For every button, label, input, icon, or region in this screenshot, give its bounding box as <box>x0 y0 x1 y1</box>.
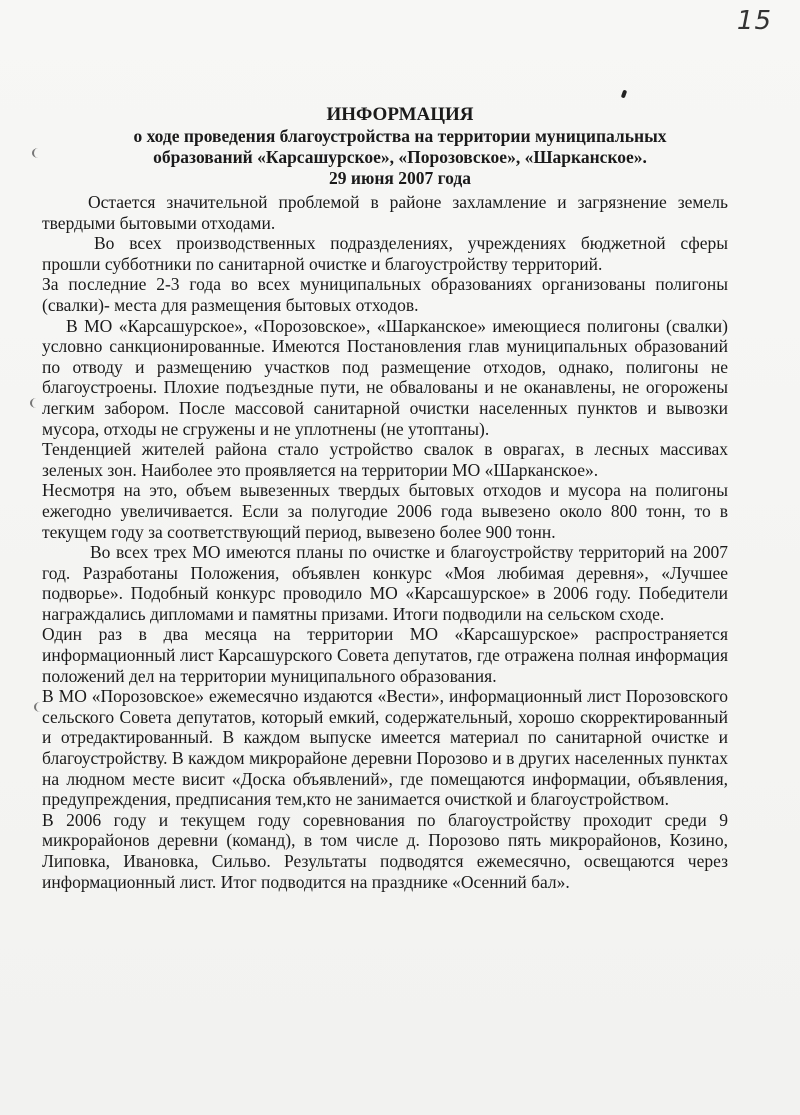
margin-mark <box>30 398 42 408</box>
subtitle-line-1: о ходе проведения благоустройства на территории муниципальных <box>133 126 667 146</box>
paragraph: За последние 2-3 года во всех муниципальных образованиях организованы полигоны (свалки)- места для размещения бытовых отходов. <box>42 274 728 315</box>
document-header <box>70 104 730 189</box>
document-body <box>42 192 728 892</box>
paragraph: В 2006 году и текущем году соревнования по благоустройству проходит среди 9 микрорайонов деревни (команд), в том числе д. Порозово пять микрорайонов, Козино, Липовка, Ивановка, Сильво. Результаты подводятся ежемесячно, освещаются через информационный лист. Итог подводится на празднике «Осенний бал». <box>42 809 728 892</box>
paragraph: Остается значительной проблемой в районе захламление и загрязнение земель твердыми бытовыми отходами. <box>42 192 728 233</box>
paragraph: Во всех производственных подразделениях, учреждениях бюджетной сферы прошли субботники по санитарной очистке и благоустройству территорий. <box>42 233 728 274</box>
paragraph: Тенденцией жителей района стало устройство свалок в оврагах, в лесных массивах зеленых зон. Наиболее это проявляется на территории МО «Шарканское». <box>42 439 728 480</box>
paragraph: В МО «Карсашурское», «Порозовское», «Шарканское» имеющиеся полигоны (свалки) условно санкционированные. Имеются Постановления глав муниципальных образований по отводу и размещению участков под размещение отходов, однако, полигоны не благоустроены. Плохие подъездные пути, не обвалованы и не оканавлены, не огорожены легким забором. После массовой санитарной очистки населенных пунктов и вывозки мусора, отходы не сгружены и не уплотнены (не утоптаны). <box>42 315 728 439</box>
ink-dot <box>621 90 627 99</box>
document-date: 29 июня 2007 года <box>329 168 471 188</box>
paragraph: Во всех трех МО имеются планы по очистке и благоустройству территорий на 2007 год. Разработаны Положения, объявлен конкурс «Моя любимая деревня», «Лучшее подворье». Подобный конкурс проводило МО «Карсашурское» в 2006 году. Победители награждались дипломами и памятны призами. Итоги подводили на сельском сходе. <box>42 542 728 624</box>
subtitle-line-2: образований «Карсашурское», «Порозовское», «Шарканское». <box>153 147 647 167</box>
document-title: ИНФОРМАЦИЯ <box>326 104 474 125</box>
paragraph: Несмотря на это, объем вывезенных твердых бытовых отходов и мусора на полигоны ежегодно увеличивается. Если за полугодие 2006 года вывезено около 800 тонн, то в текущем году за соответствующий период, вывезено более 900 тонн. <box>42 480 728 542</box>
paragraph: В МО «Порозовское» ежемесячно издаются «Вести», информационный лист Порозовского сельского Совета депутатов, который емкий, содержательный, хорошо скорректированный и отредактированный. В каждом выпуске имеется материал по санитарной очистке и благоустройству. В каждом микрорайоне деревни Порозово и в других населенных пунктах на людном месте висит «Доска объявлений», где помещаются информации, объявления, предупреждения, предписания тем,кто не занимается очисткой и благоустройством. <box>42 686 728 810</box>
margin-mark <box>32 148 44 158</box>
page-number: 15 <box>736 6 772 36</box>
paragraph: Один раз в два месяца на территории МО «Карсашурское» распространяется информационный лист Карсашурского Совета депутатов, где отражена полная информация положений дел на территории муниципального образования. <box>42 624 728 686</box>
